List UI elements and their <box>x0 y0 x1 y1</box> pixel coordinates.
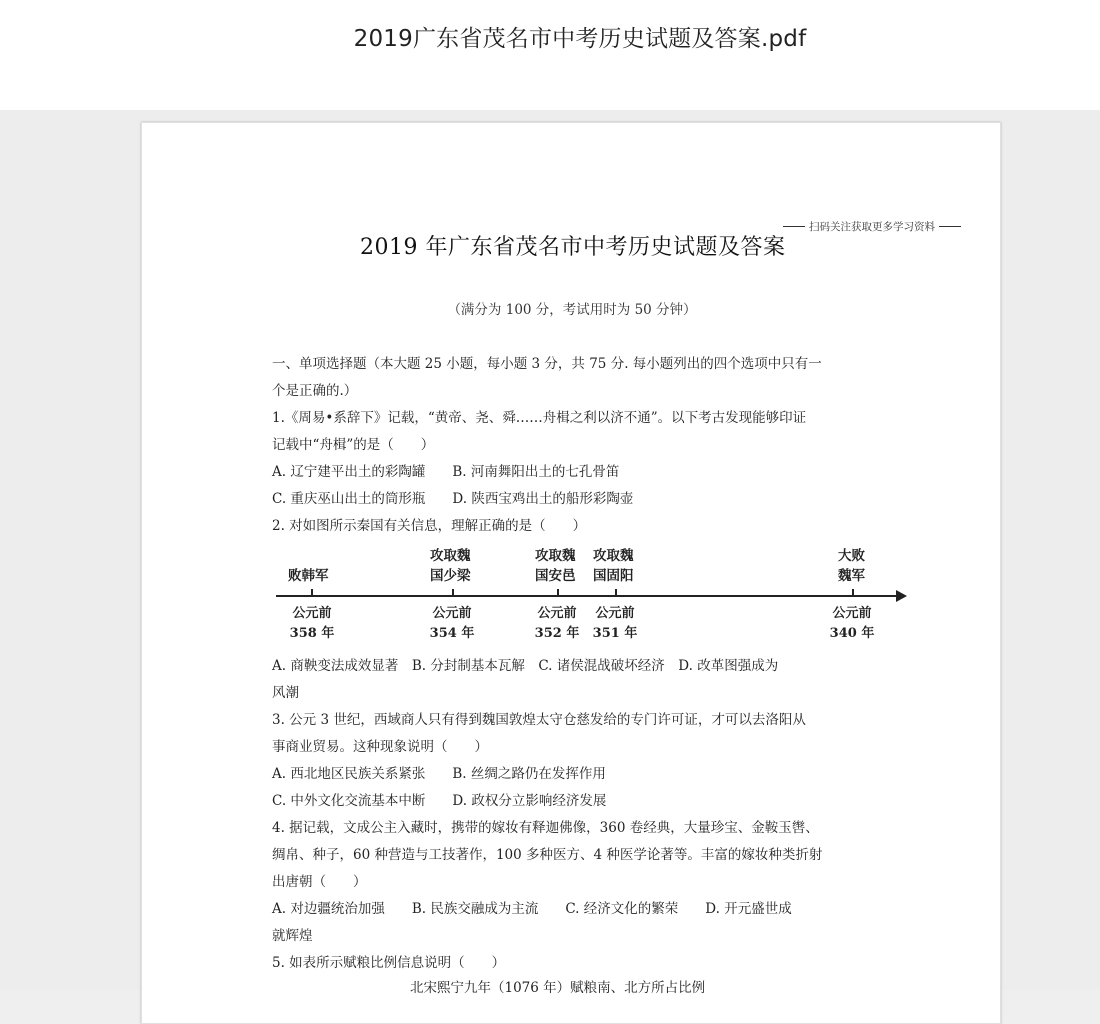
timeline-label: 国少梁 <box>430 568 471 584</box>
text-line: A. 对边疆统治加强 B. 民族交融成为主流 C. 经济文化的繁荣 D. 开元盛世成 <box>272 901 792 917</box>
document-subtitle: （满分为 100 分，考试用时为 50 分钟） <box>447 302 697 318</box>
text-line: 3. 公元 3 世纪，西域商人只有得到魏国敦煌太守仓慈发给的专门许可证，才可以去洛阳从 <box>272 712 806 728</box>
document-title: 2019 年广东省茂名市中考历史试题及答案 <box>360 235 786 260</box>
text-line: C. 中外文化交流基本中断 D. 政权分立影响经济发展 <box>272 793 607 809</box>
text-line: 个是正确的.） <box>272 383 358 399</box>
text-line: 就辉煌 <box>272 928 313 944</box>
text-line: 5. 如表所示赋粮比例信息说明（ ） <box>272 955 506 971</box>
text-line: 风潮 <box>272 685 299 701</box>
timeline-date: 公元前 <box>432 606 472 621</box>
timeline-label: 国安邑 <box>535 568 576 584</box>
timeline-date: 公元前 <box>832 606 872 621</box>
timeline-label: 大败 <box>838 548 865 564</box>
timeline-label: 国固阳 <box>593 568 634 584</box>
timeline-date: 公元前 <box>292 606 332 621</box>
timeline-tick <box>311 589 313 596</box>
timeline-date: 358 年 <box>289 626 335 641</box>
timeline-label: 攻取魏 <box>430 548 471 564</box>
viewer-header <box>0 0 1100 110</box>
qr-note-text: 扫码关注获取更多学习资料 <box>809 221 935 233</box>
text-line: C. 重庆巫山出土的筒形瓶 D. 陕西宝鸡出土的船形彩陶壶 <box>272 491 634 507</box>
qr-note <box>783 219 977 234</box>
timeline-date: 352 年 <box>534 626 580 641</box>
timeline-label: 攻取魏 <box>593 548 634 564</box>
text-line: 4. 据记载，文成公主入藏时，携带的嫁妆有释迦佛像，360 卷经典，大量珍宝、金鞍玉辔、 <box>272 820 819 836</box>
timeline-date: 340 年 <box>829 626 875 641</box>
timeline-date: 公元前 <box>595 606 635 621</box>
text-line: 记载中“舟楫”的是（ ） <box>272 437 435 453</box>
qin-timeline-figure <box>276 540 916 650</box>
timeline-tick <box>852 589 854 596</box>
timeline-axis <box>276 595 900 597</box>
text-line: 绸帛、种子，60 种营造与工技著作，100 多种医方、4 种医学论著等。丰富的嫁妆种类折射 <box>272 847 823 863</box>
text-line: A. 辽宁建平出土的彩陶罐 B. 河南舞阳出土的七孔骨笛 <box>272 464 620 480</box>
timeline-arrow-icon <box>896 590 907 602</box>
text-line: 一、单项选择题（本大题 25 小题，每小题 3 分，共 75 分. 每小题列出的四个选项中只有一 <box>272 356 822 372</box>
text-line: A. 西北地区民族关系紧张 B. 丝绸之路仍在发挥作用 <box>272 766 606 782</box>
text-line: 2. 对如图所示秦国有关信息，理解正确的是（ ） <box>272 518 587 534</box>
timeline-date: 351 年 <box>592 626 638 641</box>
table-caption: 北宋熙宁九年（1076 年）赋粮南、北方所占比例 <box>410 980 706 996</box>
left-dash <box>783 226 805 227</box>
right-dash <box>939 226 961 227</box>
timeline-date: 公元前 <box>537 606 577 621</box>
timeline-label: 攻取魏 <box>535 548 576 564</box>
text-line: 出唐朝（ ） <box>272 874 367 890</box>
timeline-tick <box>452 589 454 596</box>
text-line: 事商业贸易。这种现象说明（ ） <box>272 739 488 755</box>
text-line: 1.《周易•系辞下》记载，“黄帝、尧、舜……舟楫之利以济不通”。以下考古发现能够印证 <box>272 410 807 426</box>
file-title: 2019广东省茂名市中考历史试题及答案.pdf <box>353 26 807 52</box>
timeline-label: 魏军 <box>838 568 865 584</box>
timeline-tick <box>615 589 617 596</box>
timeline-label: 败韩军 <box>288 568 329 584</box>
timeline-date: 354 年 <box>429 626 475 641</box>
text-line: A. 商鞅变法成效显著 B. 分封制基本瓦解 C. 诸侯混战破坏经济 D. 改革图强成为 <box>272 658 779 674</box>
timeline-tick <box>557 589 559 596</box>
